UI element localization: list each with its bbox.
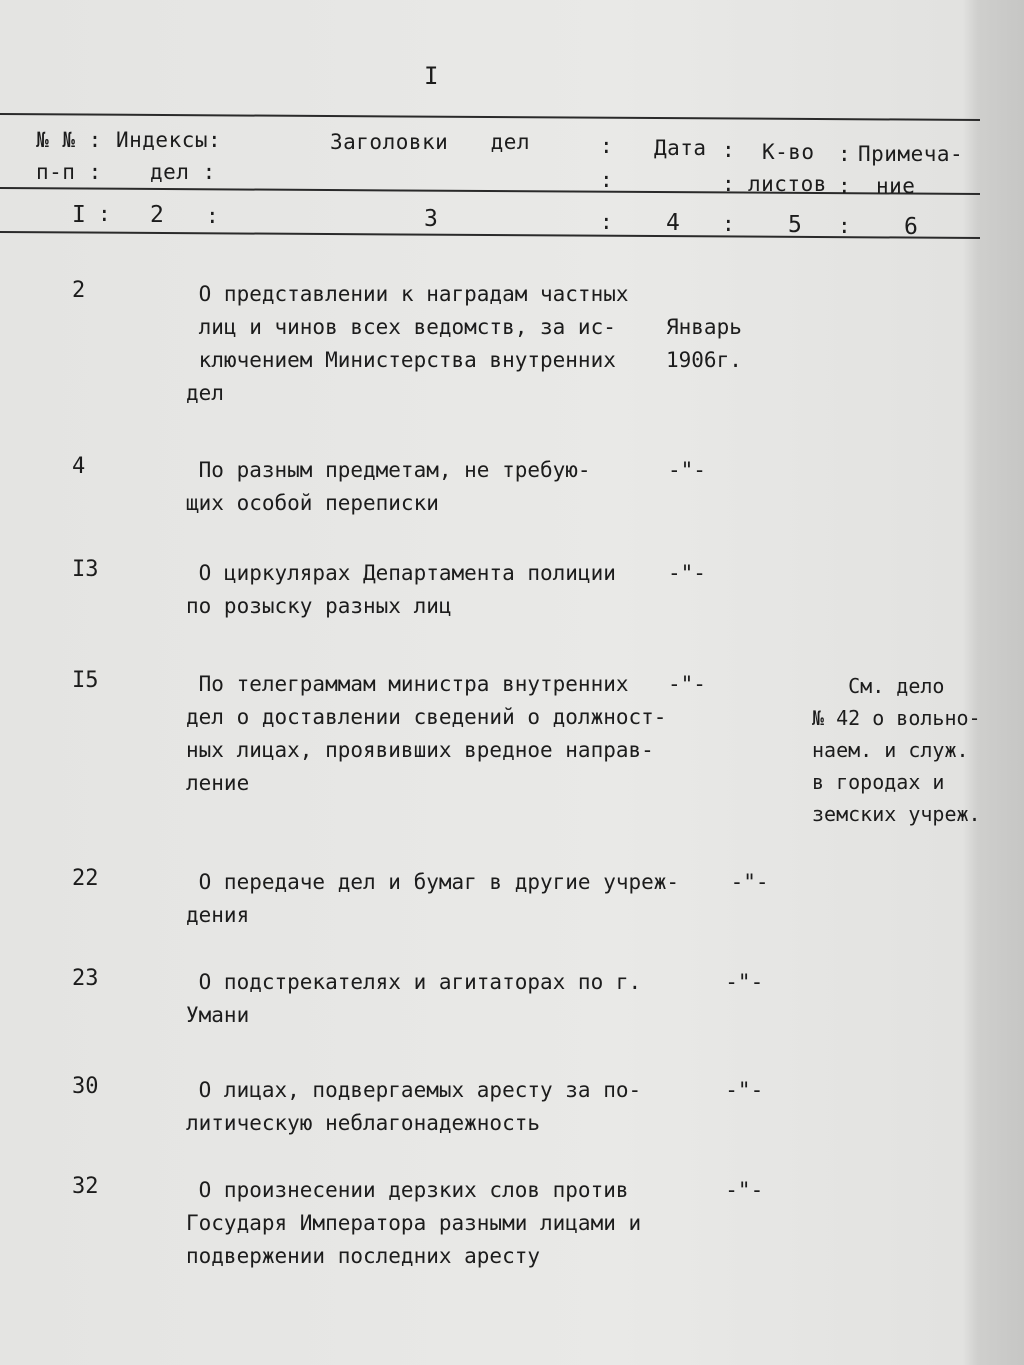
sep: : [206,204,220,228]
header-col5-line1: К-во [762,140,815,164]
sep: : [98,202,112,226]
row-number: 22 [72,866,99,891]
col-number-5: 5 [788,212,803,238]
col-number-6: 6 [904,214,919,240]
sep: : [838,142,852,166]
header-col6-line2: ние [876,174,916,198]
row-number: 4 [72,454,86,479]
header-col2-line2: дел : [150,160,216,184]
header-col1-line1: № № : [36,128,102,152]
row-title: По разным предметам, не требую- щих особой переписки [186,458,591,515]
sep: : [838,174,852,198]
row-title: О лицах, подвергаемых аресту за по- литическую неблагонадежность [186,1078,642,1135]
row-number: 30 [72,1074,99,1099]
row-number: I3 [72,557,99,582]
header-col6-line1: Примеча- [858,142,964,166]
row-number: I5 [72,668,99,693]
row-date: -"- [700,1078,764,1102]
table-rule-bottom [0,231,980,239]
table-rule-top [0,113,980,121]
row-number: 32 [72,1174,99,1199]
col-number-3: 3 [424,206,439,232]
sep: : [600,134,614,158]
row-date: -"- [700,1178,764,1202]
table-rule-mid [0,187,980,195]
header-col2-line1: Индексы: [116,128,222,152]
sep: : [722,138,736,162]
sep: : [722,212,736,236]
row-date: Январь 1906г. [666,315,742,372]
row-title: О циркулярах Департамента полиции по розыску разных лиц [186,561,616,618]
header-col3: Заголовки дел [330,130,531,154]
row-title: О представлении к наградам частных лиц и чинов всех ведомств, за ис- ключением Министерства внутренних дел [186,282,629,405]
row-title: О произнесении дерзких слов против Государя Императора разными лицами и подвержении последних аресту [186,1178,642,1268]
sep: : [838,214,852,238]
page-number: I [424,62,439,90]
sep: : [722,172,736,196]
row-number: 2 [72,278,86,303]
header-col5-line2: листов [748,172,827,196]
row-date: -"- [668,458,706,482]
col-number-2: 2 [150,202,165,228]
header-col1-line2: п-п : [36,160,102,184]
row-number: 23 [72,966,99,991]
row-date: -"- [668,561,706,585]
col-number-1: I [72,202,87,228]
row-note: См. дело № 42 о вольно- наем. и служ. в городах и земских учреж. [812,674,981,826]
row-date: -"- [700,970,764,994]
row-date: -"- [718,870,769,894]
col-number-4: 4 [666,210,681,236]
row-date: -"- [668,672,706,696]
sep: : [600,210,614,234]
header-col4: Дата [654,136,707,160]
row-title: О передаче дел и бумаг в другие учреж- дения [186,870,680,927]
row-title: По телеграммам министра внутренних дел о доставлении сведений о должност- ных лицах, проявивших вредное направ- ление [186,672,667,795]
row-title: О подстрекателях и агитаторах по г. Умани [186,970,642,1027]
sep: : [600,168,614,192]
